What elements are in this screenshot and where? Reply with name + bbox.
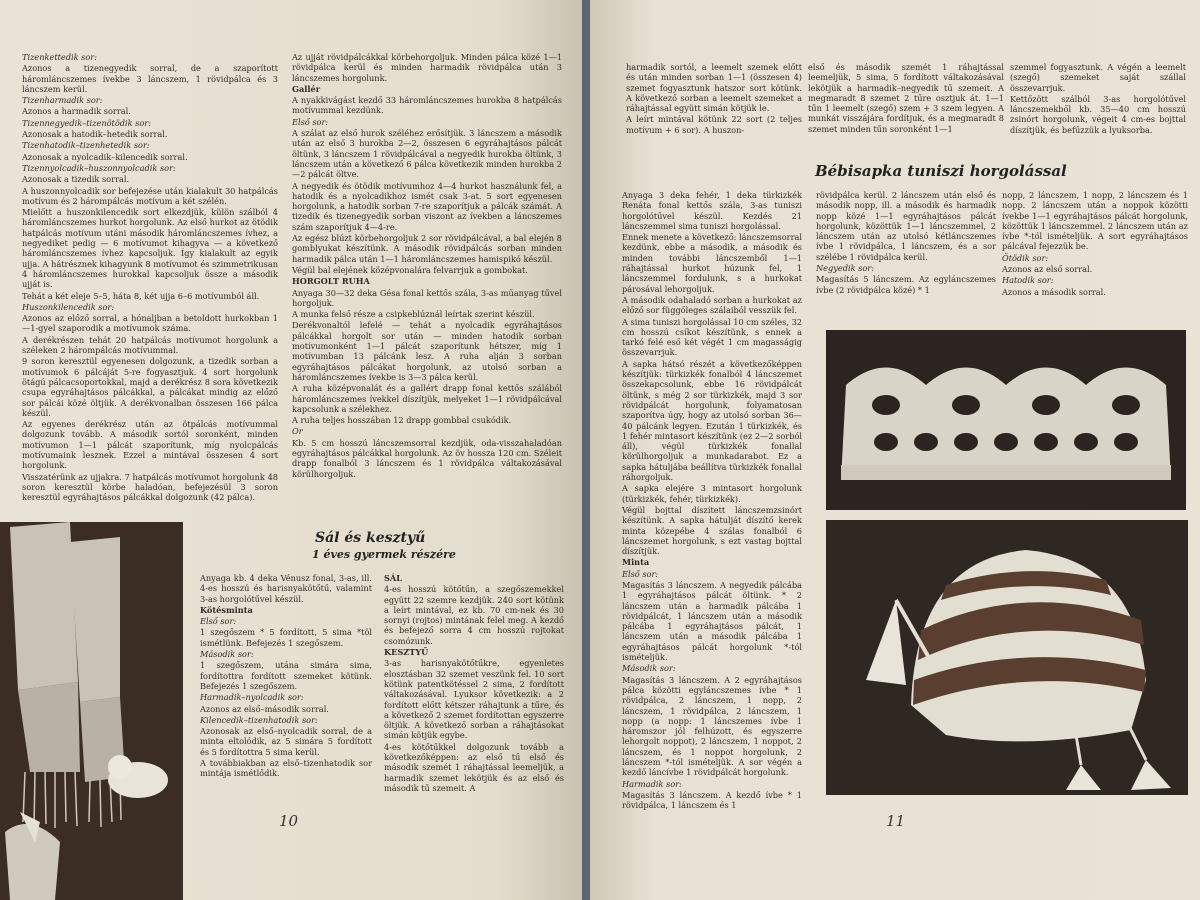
paragraph: A szálat az első hurok széléhez erősítjük. 3 láncszem a második után az első 3 hurokba 2—2, összesen 6 egyráhajtásos pálcát öltünk, 3 láncszem 1 rövidpálcával a negyedik hurokba öltünk, 3 láncszem után a következő 6 pálca következik minden hurokba 2—2 pálcát öltve. <box>292 128 562 180</box>
paragraph: Mielőtt a huszonkilencedik sort elkezdjük, külön szálból 4 háromláncszemes hurkot horgolunk. Az első hurkot az ötödik hatpálcás motívum utáni második háromláncszemes ívhez, a negyediket pedig — 6 motívumot kihagyva — a következő háromláncszemes ívhez kapcsoljuk. Így kialakult az egyik ujja. A hátrésznek kihagyunk 8 motívumot és szimmetrikusan 4 háromláncszemes hurokkal kapcsoljuk össze a második ujját is. <box>22 207 278 290</box>
left-column-4 <box>384 573 564 794</box>
right-page <box>590 0 1200 900</box>
section-heading: Tizenkettedik sor: <box>22 52 97 62</box>
section-heading: Minta <box>622 557 650 568</box>
section-heading: HORGOLT RUHA <box>292 276 370 287</box>
paragraph: A sima tuniszi horgolással 10 cm széles, 32 cm hosszú csíkot készítünk, s ennek a tarkó felé eső két végét 1 cm magasságig összevarrjuk. <box>622 316 802 358</box>
section-heading: Kilencedik–tizenhatodik sor: <box>200 714 318 725</box>
paragraph: A derékrészen tehát 20 hatpálcás motívumot horgolunk a széleken 2 hárompálcás motívummal. <box>22 334 278 356</box>
paragraph: Azonos az előző sorral, a hónaljban a betoldott hurkokban 1—1-gyel szaporodik a motívumok száma. <box>22 313 278 334</box>
paragraph: Az egész blúzt körbehorgoljuk 2 sor rövidpálcával, a bal elején 8 gomblyukat készítünk. A második rövidpálcás sorban minden harmadik pálca után 1—1 háromláncszemes hamispikó készül. <box>292 233 562 264</box>
baby-bonnet-photo <box>826 520 1188 795</box>
right-column-4 <box>816 190 996 296</box>
section-heading: Első sor: <box>200 616 237 627</box>
paragraph: Magasítás 3 láncszem. A negyedik pálcába 1 egyráhajtásos pálcát öltünk. * 2 láncszem után a harmadik pálcába 1 rövidpálcát, 1 láncszem után a második pálcába 1 egyráhajtásos pálcát, 1 láncszem után a második pálcába 1 egyráhajtásos pálcát horgolunk *-tól ismételjük. <box>622 579 802 663</box>
paragraph: Azonosak a nyolcadik–kilencedik sorral. <box>22 151 188 162</box>
paragraph: A ruha teljes hosszában 12 drapp gombbal csukódik. <box>292 415 512 426</box>
bonnet-title: Bébisapka tuniszi horgolással <box>815 162 1067 180</box>
paragraph: Azonos az első sorral. <box>1002 264 1093 275</box>
paragraph: A munka felső része a csipkeblúznál leírtak szerint készül. <box>292 309 535 320</box>
left-page <box>0 0 585 900</box>
right-column-5 <box>1002 190 1188 298</box>
left-column-2 <box>292 52 562 480</box>
paragraph: 1 szegőszem, utána simára sima, fordítottra fordított szemeket kötünk. Befejezés 1 szegőszem. <box>200 660 372 691</box>
paragraph: első és második szemét 1 ráhajtással leemeljük, 5 sima, 5 fordított váltakozásával lekötjük a harmadik–negyedik tű szemeit. A megmaradt 8 szemet 2 tűre osztjuk át. 1—1 tűn 1 leemelt (szegő) szem + 3 szem legyen. A munkát visszájára fordítjuk, és a megmaradt 8 szemet minden tűn soronként 1—1 <box>808 62 1004 134</box>
paragraph: Ennek menete a következő: láncszemsorral kezdünk, ebbe a második, a második és minden további láncszemből 1—1 ráhajtással hurkot húzunk fel, 1 láncszemmel fordulunk, s a hurkokat párosával lehorgoljuk. <box>622 232 802 294</box>
section-heading: Első sor: <box>622 568 659 579</box>
paragraph: Kb. 5 cm hosszú láncszemsorral kezdjük, oda-visszahaladóan egyráhajtásos pálcákkal horgolunk. Az öv hossza 120 cm. Széleit drapp fonalból 3 láncszem és 1 rövidpálca váltakozásával körülhorgoljuk. <box>292 437 562 479</box>
paragraph: Magasítás 3 láncszem. A 2 egyráhajtásos pálca közötti egyláncszemes ívbe * 1 rövidpálca, 2 láncszem, 1 nopp, 2 láncszem, 1 rövidpálca, 2 láncszem, 1 nopp (a nopp: 1 láncszemes ívbe 1 háromszor jól felhúzott, és egyszerre lehorgolt noppot), 2 láncszem, 1 noppot, 2 láncszem, és 1 noppot horgolunk, 2 láncszem *-tól ismételjük. A sor végén a kezdő láncívbe 1 rövidpálcát horgolunk. <box>622 674 802 778</box>
paragraph: Derékvonaltól lefelé — tehát a nyolcadik egyráhajtásos pálcákkal horgolt sor után — minden hatodik sorban motívumonként 1—1 pálcát szaporítunk hétszer, míg 1 motívumban 13 pálcánk lesz. A ruha alján 3 sorban egyráhajtásos pálcákat horgolunk, az utolsó sorban a háromláncszemes ívekbe is 3—3 pálca kerül. <box>292 320 562 382</box>
paragraph: 1 szegőszem * 5 fordított, 5 sima *töl ismétlünk. Befejezés 1 szegőszem. <box>200 627 372 648</box>
paragraph: A huszonnyolcadik sor befejezése után kialakult 30 hatpálcás motívum és 2 hárompálcás motívum a két szélén. <box>22 185 278 206</box>
section-heading: Kötésminta <box>200 604 253 615</box>
paragraph: 3-as harisnyakötőtűkre, egyenletes elosztásban 32 szemet veszünk fel. 10 sort kötünk patentkötéssel 2 sima, 2 fordított váltakozásával. Lyuksor következik: a 2 fordított előtt kétszer ráhajtunk a tűre, és a következő 2 szemet fordítottan egyszerre öltjük. A következő sorban a ráhajtásokat simán kötjük egybe. <box>384 658 564 741</box>
section-heading: Második sor: <box>200 649 254 660</box>
left-column-3 <box>200 573 372 780</box>
scarf-subtitle: 1 éves gyermek részére <box>312 548 456 561</box>
right-column-mid <box>808 62 1004 135</box>
paragraph: Visszatérünk az ujjakra. 7 hatpálcás motívumot horgolunk 48 soron keresztül körbe haladóan, befejezésül 3 soron keresztül egyráhajtásos pálcákkal dolgozunk (42 pálca). <box>22 471 278 503</box>
section-heading: Huszonkilencedik sor: <box>22 301 115 312</box>
section-heading: Harmadik–nyolcadik sor: <box>200 692 304 703</box>
section-heading: SÁL <box>384 573 403 583</box>
paragraph: szemmel fogyasztunk. A végén a leemelt (szegő) szemeket saját szállal összevarrjuk. <box>1010 62 1186 93</box>
paragraph: Anyaga 3 deka fehér, 1 deka türkizkék Renáta fonal kettős szála, 3-as tuniszi horgolótűvel készül. Kezdés 21 láncszemmel sima tuniszi horgolással. <box>622 190 802 231</box>
section-heading: Első sor: <box>292 116 329 127</box>
paragraph: Magasítás 3 láncszem. A kezdő ívbe * 1 rövidpálca, 1 láncszem és 1 <box>622 789 802 811</box>
section-heading: Tizennegyedik–tizenötödik sor: <box>22 117 151 128</box>
paragraph: 4-es kötőtűkkel dolgozunk tovább a következőképpen: az első tű első és második szemét 1 ráhajtással leemeljük, a harmadik szemet lekötjük és az első és második tű szemeit. A <box>384 741 564 793</box>
paragraph: Azonos az első–második sorral. <box>200 703 329 714</box>
paragraph: A sapka hátsó részét a következőképpen készítjük: türkizkék fonalból 4 láncszemet összekapcsolunk, ebbe 16 rövidpálcát öltünk, s még 2 sor türkizkék, majd 3 sor rövidpálcát horgolunk, folyamatosan szaporítva úgy, hogy az utolsó sorban 36—40 pálcánk legyen. Ezután 1 türkizkék, és 1 fehér mintasort készítünk (ez 2—2 sorból áll), végül türkizkék fonallal körülhorgoljuk a munkadarabot. Ez a sapka hátuljába beállítva türkizkék fonallal ráhorgoljuk. <box>622 358 802 483</box>
paragraph: A negyedik és ötödik motívumhoz 4—4 hurkot használunk fel, a hatodik és a nyolcadikhoz ismét csak 3-at. 5 sort egyenesen horgolunk, a hatodik sorban 7-re szaporítjuk a pálcák számát. A tizedik és tizenegyedik sorban viszont az ívekben a láncszemes szám szaporítjuk 4—4-re. <box>292 180 562 232</box>
paragraph: 4-es hosszú kötőtűn, a szegőszemekkel együtt 22 szemre kezdjük. 240 sort kötünk a leírt mintával, ez kb. 70 cm-nek és 30 sornyi (rojtos) mintának felel meg. A kezdő és befejező sorra 4 cm hosszú rojtokat csomózunk. <box>384 584 564 646</box>
section-heading: Negyedik sor: <box>816 263 874 274</box>
section-heading: Tizenhatodik–tizenhetedik sor: <box>22 140 150 151</box>
paragraph: Azonosak az első–nyolcadik sorral, de a minta eltolódik, az 5 simára 5 fordított és 5 fordítottra 5 sima kerül. <box>200 726 372 757</box>
paragraph: A ruha középvonalát és a gallért drapp fonal kettős szálából háromláncszemes ívekkel díszítjük, melyeket 1—1 rövidpálcával kapcsolunk a szélekhez. <box>292 383 562 414</box>
section-heading: Gallér <box>292 83 321 94</box>
paragraph: Magasítás 5 láncszem. Az egyláncszemes ívbe (2 rövidpálca közé) * 1 <box>816 274 996 295</box>
section-heading: Hatodik sor: <box>1002 275 1054 286</box>
paragraph: Anyaga 30—32 deka Gésa fonal kettős szála, 3-as műanyag tűvel horgoljuk. <box>292 287 562 308</box>
section-heading: Tizennyolcadik–huszonnyolcadik sor: <box>22 162 176 173</box>
page-number-left: 10 <box>279 812 299 830</box>
paragraph: A nyakkivágást kezdő 33 háromláncszemes hurokba 8 hatpálcás motívummal kezdünk. <box>292 95 562 116</box>
paragraph: A második odahaladó sorban a hurkokat az előző sor függőleges szálaiból vesszük fel. <box>622 294 802 316</box>
section-heading: Ötödik sor: <box>1002 252 1049 263</box>
paragraph: 9 soron keresztül egyenesen dolgozunk, a tizedik sorban a motívumok 6 pálcáját 5-re fogyasztjuk. 4 sort horgolunk ötágú pálcacsoportokkal, majd a derékrész 8 sora következik csupa egyráhajtásos pálcákkal, a pálcákat mindig az előző sor pálcái közé öltjük. A derékvonalban összesen 166 pálca készül. <box>22 356 278 418</box>
right-column-1 <box>626 62 802 136</box>
lace-pattern-photo <box>826 330 1186 510</box>
paragraph: Azonos a tizenegyedik sorral, de a szaporított háromláncszemes ívekbe 3 láncszem, 1 rövidpálca és 3 láncszem kerül. <box>22 63 278 94</box>
section-heading: Tizenharmadik sor: <box>22 95 103 106</box>
paragraph: rövidpálca kerül. 2 láncszem után első és második nopp, ill. a második és harmadik nopp közé 1—1 egyráhajtásos pálcát horgolunk, közöttük 1—1 láncszemmel, 2 láncszem után az utolsó kétláncszemes ívbe 1 rövidpálca, 1 láncszem, és a sor szélébe 1 rövidpálca kerül. <box>816 190 996 262</box>
paragraph: Végül bojttal díszített láncszemzsinórt készítünk. A sapka hátulját díszítő kerek minta közepébe 4 szálas fonalból 6 láncszemet horgolunk, s ezt vastag bojttal díszítjük. <box>622 504 802 557</box>
section-heading: KESZTYŰ <box>384 647 429 658</box>
paragraph: nopp, 2 láncszem, 1 nopp, 2 láncszem és 1 nopp. 2 láncszem után a noppok közötti ívekbe 1—1 egyráhajtásos pálcát horgolunk, közöttük 1 láncszemmel. 2 láncszem után az ívbe *-tól ismételjük. A sort egyráhajtásos pálcával fejezzük be. <box>1002 190 1188 252</box>
paragraph: A leírt mintával kötünk 22 sort (2 teljes motívum + 6 sor). A huszon- <box>626 114 802 135</box>
paragraph: Az ujját rövidpálcákkal körbehorgoljuk. Minden pálca közé 1—1 rövidpálca kerül és minden harmadik rövidpálca után 3 láncszemes horgolunk. <box>292 52 562 83</box>
section-heading: Or <box>292 426 303 437</box>
paragraph: Végül bal elejének középvonalára felvarrjuk a gombokat. <box>292 264 528 275</box>
paragraph: Anyaga kb. 4 deka Vénusz fonal, 3-as, ill. 4-es hosszú és harisnyakötőtű, valamint 3-as horgolótűvel készül. <box>200 573 372 604</box>
paragraph: A továbbiakban az első–tizenhatodik sor mintája ismétlődik. <box>200 758 372 779</box>
paragraph: Az egyenes derékrész után az ötpálcás motívummal dolgozunk tovább. A második sortól soronként, minden motívumon 1—1 pálcát szaporítunk, míg nyolcpálcás motívumaink lesznek. Ezzel a mintával összesen 4 sort horgolunk. <box>22 419 278 471</box>
paragraph: A sapka elejére 3 mintasort horgolunk (türkizkék, fehér, türkizkék). <box>622 483 802 504</box>
right-column-2 <box>1010 62 1186 136</box>
paragraph: Azonosak a tizedik sorral. <box>22 174 130 185</box>
section-heading: Második sor: <box>622 663 676 674</box>
paragraph: Tehát a két eleje 5–5, háta 8, két ujja 6–6 motívumból áll. <box>22 290 260 301</box>
page-number-right: 11 <box>886 812 906 830</box>
section-heading: Harmadik sor: <box>622 778 682 789</box>
paragraph: harmadik sortól, a leemelt szemek előtt és után minden sorban 1—1 (összesen 4) szemet fogyasztunk hatszor sort kötünk. A következő sorban a leemelt szemeket a ráhajtással együtt simán kötjük le. <box>626 62 802 114</box>
scarf-title: Sál és kesztyű <box>315 530 426 546</box>
paragraph: Kettőzött szálból 3-as horgolótűvel láncszemekből kb. 35—40 cm hosszú zsinórt horgolunk, végeit 4 cm-es bojttal díszítjük, és befűzzük a lyuksorba. <box>1010 93 1186 135</box>
paragraph: Azonosak a hatodik–hetedik sorral. <box>22 129 168 140</box>
paragraph: Azonos a második sorral. <box>1002 286 1106 297</box>
paragraph: Azonos a harmadik sorral. <box>22 106 131 117</box>
right-column-3 <box>622 190 802 812</box>
scarf-mittens-photo <box>0 522 183 900</box>
left-column-1 <box>22 52 278 503</box>
